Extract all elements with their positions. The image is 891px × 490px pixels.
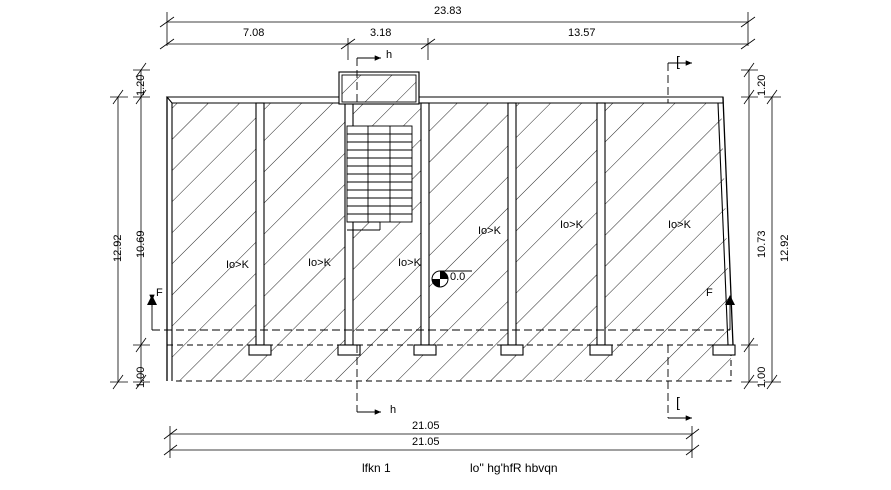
section-label-h-bottom: h [390,404,397,416]
section-label-f-left: F [156,287,163,299]
building-body [167,97,733,381]
section-label-f-right: F [706,287,713,299]
left-bottom-dimension-label: 1.00 [135,366,147,388]
left-overall-dimension-label: 12.92 [112,234,124,262]
top-overall-dimension-label: 23.83 [434,5,462,17]
top-dimension-segments [160,38,755,60]
right-top-dimension-label: 1.20 [756,74,768,96]
wall-label-5: Io>K [560,219,583,231]
top-segment-1-label: 7.08 [243,27,265,39]
drawing-title-left: lfkn 1 [362,461,391,475]
wall-label-6: Io>K [668,219,691,231]
left-top-dimension-label: 1.20 [135,74,147,96]
section-label-bracket-top: [ [676,53,680,69]
stair-flight [347,126,412,230]
top-segment-2-label: 3.18 [370,27,392,39]
right-overall-dimension-label: 12.92 [779,234,791,262]
wall-label-3: Io>K [398,257,421,269]
section-label-h-top: h [386,49,393,61]
right-dimension-inner [741,63,758,389]
top-segment-3-label: 13.57 [568,27,596,39]
wall-label-2: Io>K [308,257,331,269]
bottom-lower-dimension-label: 21.05 [412,436,440,448]
left-dimension-inner [133,63,150,389]
right-bottom-dimension-label: 1.00 [756,366,768,388]
wall-label-4: Io>K [478,225,501,237]
wall-label-1: Io>K [226,259,249,271]
drawing-title-right: lo'' hg'hfR hbvqn [470,461,558,475]
stair-core-hatch [342,75,416,102]
right-inner-dimension-label: 10.73 [756,230,768,258]
section-label-bracket-bottom: [ [676,394,680,410]
level-marker-label: 0.0 [450,271,466,283]
bottom-upper-dimension-label: 21.05 [412,420,440,432]
left-inner-dimension-label: 10.69 [135,230,147,258]
